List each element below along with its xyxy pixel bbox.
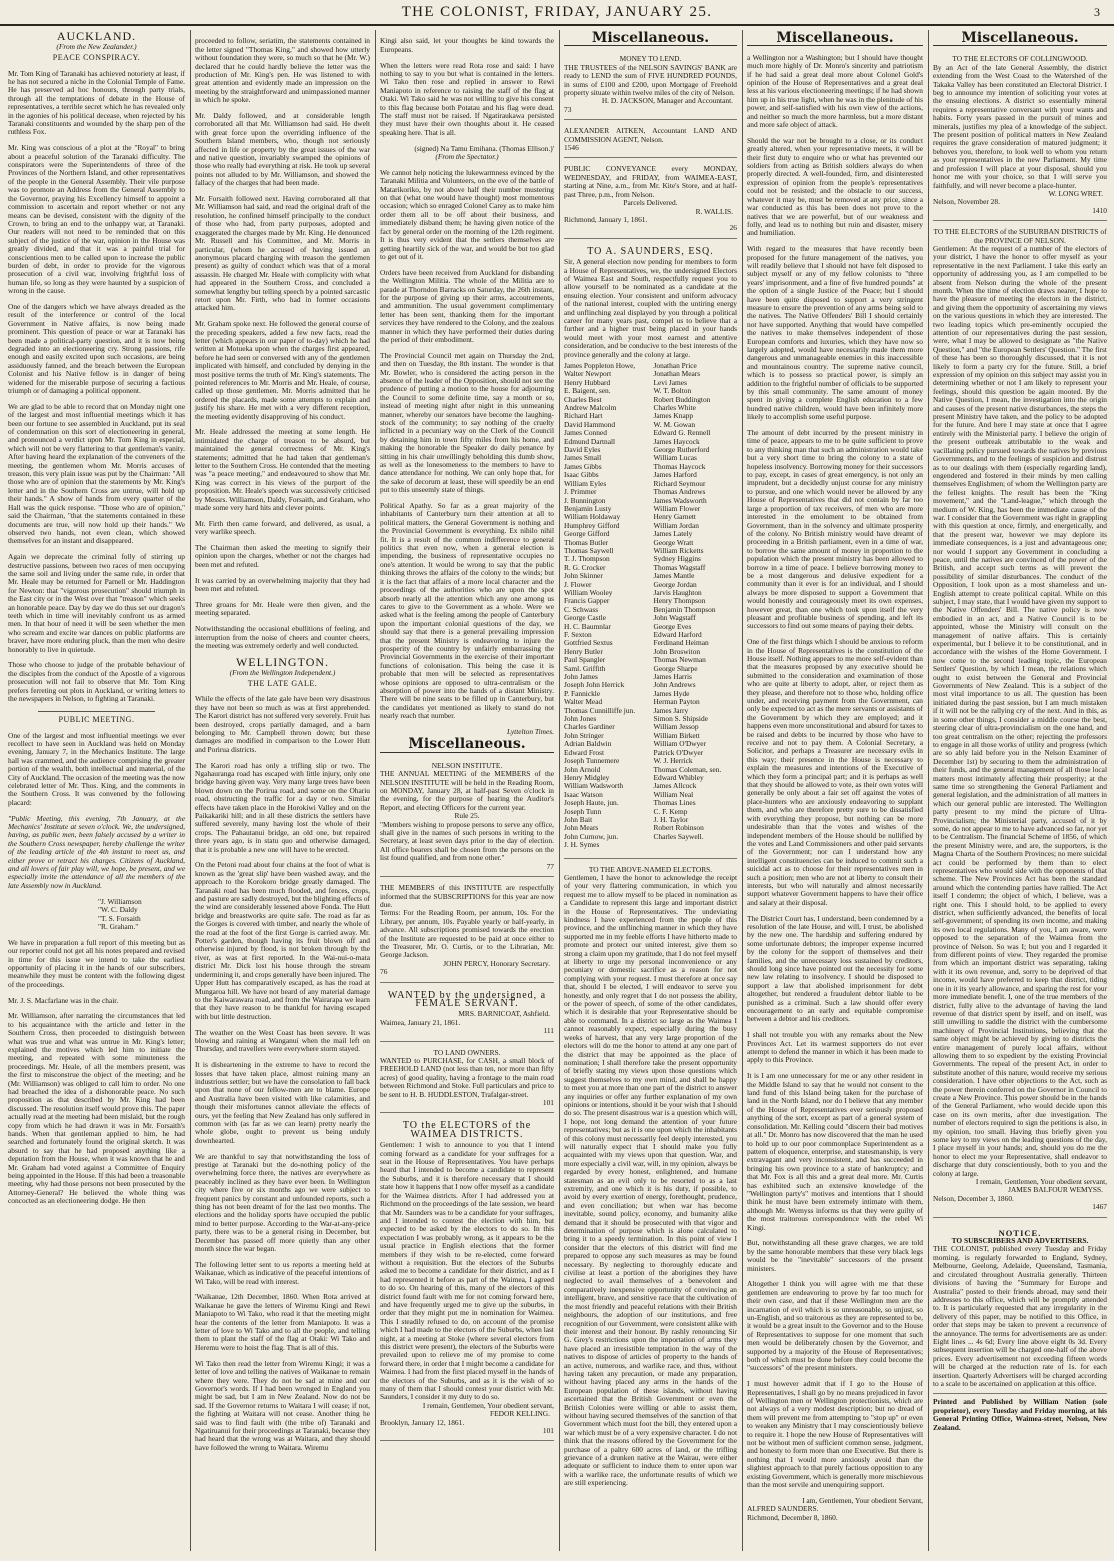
ad-body: THE ANNUAL MEETING of the MEMBERS of the NELSON INSTITUTE will be held in the Reading Room, on MONDAY, January 28, at half-past Seven o'clock in the evening, for the purpose of hearing the Auditor's Report, and electing Officers for the current year. bbox=[380, 769, 554, 812]
section-heading-miscellaneous: Miscellaneous. bbox=[564, 34, 737, 46]
ad-public-conveyance bbox=[564, 162, 737, 238]
signer-name: William Flower bbox=[653, 503, 701, 513]
signer-name: Thomas Haycock bbox=[653, 461, 706, 471]
paragraph: It is I am one unnecessary for me or any other resident in the Middle Island to say that he would not consent to the land fund of this Island being taken for the purchase of land in the North Island, nor do I believe that any member of the House of Representatives ever seriously proposed anything of the sort, except as part of a general system of consolidation. Mr. Kelling could "discern their bad motives at all." Dr. Monro has now discovered that the man he used to hold up to our poor commonplace Superintendent as a pattern of eloquence, enterprise, and statesmanship, is very extravagant and very inconsistent, and has succeeded in bringing his own province to a state of bankruptcy; and that Mr. Fox is all this and a great deal more. Mr. Curtis has exhibited such an extensive knowledge of the "Wellington party's" motives and intentions that I should think he must have been extremely intimate with them, although Mr. Wemyss informs us that they were guilty of the most traitorous correspondence with the rebel Wi Kingi. bbox=[747, 1071, 923, 1232]
section-heading-auckland: AUCKLAND. bbox=[56, 30, 137, 43]
ad-wanted-servant bbox=[380, 987, 554, 1042]
signer-name: Charles White bbox=[653, 403, 696, 413]
ad-reply-electors bbox=[564, 863, 737, 1493]
ad-place: Richmond, January 1, 1861. bbox=[564, 214, 648, 224]
signer-name: Thomas Saywell bbox=[564, 545, 614, 555]
signer-name: Andrew Malcolm bbox=[564, 403, 617, 413]
signer-name: Isaac Watson bbox=[564, 789, 603, 799]
ad-closing: I remain, Gentlemen, Your obedient servant, bbox=[975, 1177, 1107, 1187]
signer-name: Paul Spangler bbox=[564, 655, 606, 665]
signer-name: T. J. Thompson bbox=[564, 554, 610, 564]
signer: "R. Graham." bbox=[98, 921, 139, 931]
signer: "J. Williamson bbox=[98, 896, 142, 906]
ad-title: THE MEMBERS of this INSTITUTE are respectfully informed that the SUBSCRIPTIONS for this year are now due. bbox=[380, 883, 554, 909]
paragraph: One of the largest and most influential meetings we ever recollect to have seen in Auckland was held on Monday evening, January 7, in the Mechanics Institute. The large hall was crammed, and the audience comprising the greater portion of the wealth, both intellectual and material, of the City of Auckland. The occasion of the meeting was the now celebrated letter of Mr. Thos. King, and the comments in the Southern Cross. It was convened by the following placard: bbox=[8, 730, 185, 807]
signer-name: Benjamin Lusty bbox=[564, 503, 612, 513]
signer-name: William Wadsworth bbox=[564, 781, 624, 791]
notice-subtitle: TO SUBSCRIBERS AND ADVERTISERS. bbox=[951, 1236, 1089, 1246]
signer-name: Richard Seymour bbox=[653, 478, 706, 488]
section-heading-miscellaneous: Miscellaneous. bbox=[933, 34, 1107, 46]
paragraph: The amount of debt incurred by the present ministry in time of peace, appears to me to be quite sufficient to prove to any thinking man that such an administration would take but a very short time to bring the colony to a state of hopeless insolvency. Borrowing money for their successors to pay, except, in cases of great emergency, is not only an imprudent, but a decidedly unjust course for any ministry to pursue, and one which would never be allowed by any House of Representatives that did not contain by far too large a proportion of tax receivers, of men who are more interested in the emolument to be obtained from Government, than in the solvency and ultimate prosperity of the colony. No British ministry would have dreamt of proceeding in a British parliament, even in a time of war, to borrow the same amount of money in proportion to the population which the present ministry has been allowed to borrow in a time of peace. I believe borrowing money to be a most dangerous and delusive expedient for a community than it ever is for an individual, and I should always be more disposed to support a Government that would honestly and courageously meet its own expenses, however great, than one which took upon itself the very pleasant and profitable business of spending, and left its successors to find out some means of paying their debts. bbox=[747, 428, 923, 631]
signer-name: George Wratt bbox=[653, 537, 694, 547]
ad-number: 77 bbox=[546, 861, 554, 871]
signer-name: William O'Dwyer bbox=[653, 739, 707, 749]
signer-name: Levi James bbox=[653, 377, 687, 387]
ad-signature: JAMES BALFOUR WEMYSS. bbox=[1008, 1185, 1103, 1195]
paragraph: Mr. Tom King of Taranaki has achieved notoriety at least, if he has not secured a niche in the Colonial Temple of Fame. He has preserved ad hoc honours, through party trials, through all the temptations of debate in the House of representatives, a terrible secret which he has revealed only in the agonies of his political decease, when rejected by his Taranaki constituents and wounded by the sharp pen of the ruthless Fox. bbox=[8, 68, 185, 137]
signer-name: Henry Midgley bbox=[564, 772, 610, 782]
signer-name: John Jones bbox=[564, 714, 597, 724]
signer-name: John Stringer bbox=[564, 730, 604, 740]
paragraph: We cannot help noticing the lukewarmness evinced by the Taranaki Militia and Volunteers, on the eve of the battle of Matarikoriko, by not above half their number mustering on that (what one would have thought) most momentous occasion; which so enraged Colonel Carey as to make him order them all to be off about their business, and immediately disband them; he having given notice of the fact by general order on the morning of the 12th regiment. It is thus very evident that the settlers themselves are getting heartily sick of the war, and would be but too glad to get out of it. bbox=[380, 167, 554, 261]
notice-box bbox=[933, 1222, 1107, 1395]
signer-name: James Conned bbox=[564, 428, 607, 438]
signer-name: J. Primmer bbox=[564, 487, 597, 497]
signer-name: George Castle bbox=[564, 613, 606, 623]
signer-name: Gottfried Sextus bbox=[564, 638, 613, 648]
signer-name: W. J. Herrick bbox=[653, 756, 693, 766]
paragraph: Kingi also said, let your thoughts be kind towards the Europeans. bbox=[380, 36, 554, 54]
ad-body: THE TRUSTEES of the NELSON SAVINGS' BANK are ready to LEND the sum of FIVE HUNDRED POUNDS, in sums of £100 and £200, upon Mortgage of Freehold property situate within twelve miles of the city of Nelson. bbox=[564, 62, 737, 98]
ad-waimea-electors bbox=[380, 1117, 554, 1441]
paragraph: Altogether I think you will agree with me that these gentlemen are endeavoring to prove by far too much for their own case, and that if these Wellington men are the incarnation of evil which is so unreasonable, so unjust, so un-English, and so traitorous as they are represented to be, it would be a great insult to the Governor and to the House of Representatives to suppose for one moment that such men would be deliberately chosen by the Governor, and supported by a majority of the House of Representatives; both of which must be done before they could become the "successors" of the present ministers. bbox=[747, 1279, 923, 1373]
paragraph: a Wellington nor a Washington; but I should have thought much more highly of Dr. Monro's sincerity and patriotism if he had said a great deal more about Colonel Gold's opinion of the House of Representatives and a great deal less at his various electioneering meetings; if he had shown him up in his true light, when he was in the plenitude of his power, and self-satisfied with his own view of the actions, and neither so much the more harmless, but a more distant and more safe object of attack. bbox=[747, 52, 923, 130]
signer-name: Thomas Wagstaff bbox=[653, 562, 706, 572]
ad-body: By an Act of the late General Assembly, the district extending from the West Coast to the Watershed of the Takaka Valley has been constituted an Electoral District. I beg to announce my intention of soliciting your votes at the ensuing elections. A district so essentially mineral requires a representative conversant with your wants and habits. Forty years passed in the pursuit of mines and minerals, justifies my plea of a knowledge of the subject. The present position of political matters in New Zealand requires the grave consideration of matured judgment; it behoves you, therefore, to look well to whom you return as your representatives in the new Parliament. My time and profession I will place at your disposal, should you honor me with your choice, so that I will serve you faithfully, and will never become a place-hunter. bbox=[933, 62, 1107, 190]
source-line: (From the Wellington Independent.) bbox=[229, 668, 336, 678]
paragraph: proceeded to follow, seriatim, the statements contained in the letter signed "Thomas King," and showed how utterly without foundation they were, so much so that he (Mr. W.) declared that he could hardly believe the letter was the production of Mr. King's pen. He was listened to with great attention and evidently made an impression on the meeting by the straightforward and unimpassioned manner in which he spoke. bbox=[195, 36, 370, 105]
signer-name: William Holdaway bbox=[564, 512, 621, 522]
ad-body: Gentlemen: At the request of a number of the electors of your district, I have the honor to offer myself as your representative in the next Parliament. I take this early an opportunity of addressing you, as I am compelled to be absent from Nelson during the whole of the present month. When the time of election draws nearer, I hope to have the pleasure of meeting the electors in the district, and giving them the opportunity of ascertaining my views on the various questions in which they are interested. The two leading topics which pre-eminently occupied the attention of our representatives during the past session, were, what I may be allowed to designate as "the Native Question," and "the European Settlers' Question." The first of these has been so thoroughly discussed, that it is not likely to form a party cry for the future. Still, a brief expression of my opinion on this subject may assist you in determining whether or not I am likely to represent your feelings, should this question be again mooted. By the Native Question, I mean, the investigation into the origin and causes of the present native disturbances, the steps the present Ministry have taken, and the policy to be adopted for the future. And here I may state at once that I agree entirely with the Ministerial party. I believe the origin of the present outbreak attributable to the weak and vacillating policy pursued towards the natives by previous Governments, and to the feelings of suspicion and distrust as to our dealings with them (especially regarding land), engendered and fostered in their minds by men calling themselves Englishmen; of whom the Wellington party are the fellest knights. The result has been the "King movement," and the "Land-league," which through the medium of W. King, has been the immediate cause of the war. I consider that the Government was right in grappling with this question at once, firmly, and energetically, and that the present war, however we may deplore its immediate consequences, is a just and advantageous one; nor would I support any Government in concluding a peace, until the natives are convinced of the power of the British, and accept such terms as will prevent the possibility of similar disturbances. The conduct of the Opposition, I look upon as a most shameless and un-English attempt to create political capital. While on this subject, I may state, that I would have given my support to the Native Offenders' Bill. The native policy is now embodied in an act, and a Native Council is to be appointed, whose the Ministry will consult on the management of native affairs. This is certainly experimental, but I believe it to be constitutional, and in accordance with the wishes of the Home Government. I now come to the second leading topic, the European Settlers' Question, by which I mean, the relations which ought to exist between the General and Provincial Governments of New Zealand. This is a subject of the most vital importance to us all. The question has been initiated during the past session, but I am much mistaken if it will not be the rallying cry of the next. And in this, as in some other things, I consider a middle course the best, steering clear of ultra-provincialism on the one hand, and too great centralism on the other; rejecting the professors to engage in all those works of utility and progress (which are so ably laid before you in the Nelson Examiner of December 1st) by securing to them the administration of their funds, and the general management of all those local matters most intimately affecting their prosperity; at the same time so strengthening the General Parliament and general legislation, and the administration of all matters in which our general public are interested. The Wellington party present to my mind the picture of Ultra-Provincialism; the Ministerial party, accused of it by some, do not appear to me to have advanced so far, nor yet to be Centralism. The financial Scheme of 1856, of which the present Ministry were, and are, the supporters, is the Magna Charta of the Southern Provinces; no mere suicidal act could be performed by them than to elect representatives who would side with the opponents of that scheme. The New Provinces Act has been the standard around which the contending parties have rallied. The Act itself I condemn; the object of which, I believe, was a right one. This I should hold, to be applied to every district, when sufficiently advanced, the benefits of local self-government; of spending its own income, and making its own local regulations. Many of you, I am aware, were opposed to the separation of the Waimea from the province of Nelson. So was I; but you and I regarded it from different points of view. They regarded the promise from which an important district was separating, taking with it its own revenue, and, sorry to be deprived of that income, would have preferred to keep that district, tiding one in it its yearly allowance, and sparing the rest for your more immediate benefit. I, one of the true members of the district, fully alive to the advantage of having the land revenue of that district spent by itself, and on itself, was still unwilling to saddle the district with the cumbersome machinery of Provincial Institutions, believing that the same object might be achieved by giving to districts the entire management of purely local affairs, without allowing them to so expedient by the existing Provincial Governments. The repeal of the present Act, in order to substitute another of this nature, would receive my serious consideration. I have other objections to the Act, such as the power therein conferred on the Governor in Council to create a New Province. This power should be in the hands of the General Parliament, who would decide upon this case on its own merits, after due investigation. The number of electors required to sign the petitions is also, in my opinion, too small. Having thus briefly given you some key to my views on the leading questions of the day, I place myself in your hands; and, should you do me the honor to elect me your Representative, shall endeavor to discharge that duty conscientiously, both to you and the colony at large. bbox=[933, 243, 1107, 1178]
ad-quote: "Members wishing to propose persons to serve any office, shall give in the names of such persons in writing to the Secretary, at least seven days prior to the day of election. All office bearers shall be chosen from the persons on the list found qualified, and from none other." bbox=[380, 819, 554, 863]
paragraph: I must however admit that if I go to the House of Representatives, I shall go by no means prejudiced in favor of Wellington men or Wellington protectionists, which are not always of a very modest description; but no dread of them will prevent me from attempting to "stop up" or even to weaken any Ministry that I may conscientiously believe to require it. I hope the new House of Representatives will not be without men of sufficient common sense, judgment, and honesty to form more than one Executive. But there is nothing that I would more anxiously avoid than the slightest approach to that purely factious opposition to any existing Government, which is generally more mischievous than the most servile and unenquiring support. bbox=[747, 1379, 923, 1490]
article-heading: PEACE CONSPIRACY. bbox=[52, 52, 141, 62]
section-heading-miscellaneous: Miscellaneous. bbox=[747, 34, 923, 46]
paragraph: Political Apathy. So far as a great majority of the inhabitants of Canterbury turn their attention at all to political matters, the General Government is nothing and the Provincial Government is everything. Ex nihilo nihil fit. It is a result of the common indifference to general politics that even now, when a general election is impending, the business of representative occupies no one's attention. It would be wrong to say that the public thinking throws the affairs of the colony to the winds; but it is the fact that affairs of a more local character and the proceedings of the authorities who are upon the spot absorb nearly all the attention which any one among us cares to give to the Government as a whole. Were we asked what is the feeling among the people of Canterbury upon the important colonial questions of the day, we should say that there is a general prevailing impression that the present Ministry is endeavoring to injure the prosperity of the country by unfairly embarrassing the Provincial Governments in the exercise of their important functions of colonisation. This being the case it is probable that men will be selected as representatives whose opinions are opposed to ultra-centralism or the absorption of power into the hands of a distant Ministry. There will be nine seats to be filled up in Canterbury, but the candidates yet mentioned as likely to stand do not nearly reach that number. bbox=[380, 501, 554, 721]
ad-body: Gentlemen, I have the honor to acknowledge the receipt of your very flattering communication, in which you request me to allow myself to be placed in nomination as a Candidate to represent this large and important district in the House of Representatives. The undeviating kindness I have experienced from the people of this province, and the unflinching manner in which they have supported me in my feeble efforts I have hitherto made to promote and protect our united interest, give them so strong a claim upon my gratitude, that I do not feel myself at liberty to urge my personal inconvenience or any pecuniary or domestic sacrifice as a reason for not complying with your request. I must therefore at once say that, should I be elected, I will endeavor to serve you honestly, and only regret that I do not possess the ability, or the power of speech, of some of the other candidates, which it is desirable that your Representative should be able to command. In a district so large as the Waimea I cannot reasonably expect, especially during the busy weeks of harvest, that any very large proportion of the electors will do me the honor to attend at any one part of the district that may be appointed as the place of nomination; I shall therefore take the present opportunity of briefly stating my views upon those questions which suggest themselves to my own mind, and shall be happy to meet you at more than one part of the district to answer any inquiries or offer any further explanation of my own opinions or intentions, should it be your wish that I should do so. The present disastrous war is a question which will, I hope, not long demand the attention of your future representatives; but as it is one upon which the inhabitants of this colony must necessarily feel deeply interested, you will naturally expect that I should make you fully acquainted with my views upon that question. War, and more especially a civil war, will, in my opinion, always be regarded by every honest, enlightened, and humane statesman as an evil only to be resorted to as a last extremity, and one which it is his duty, if possible, to avoid by every exertion of energy, forethought, prudence, and even conciliation; but when war has become inevitable, sound policy, economy, and humanity alike demand that it should be prosecuted with that vigor and determination of purpose which is alone calculated to bring it to a speedy termination. In this point of view I consider that the electors of this district will find me prepared to oppose any such measures as may be found necessary. By neglecting to thoroughly educate and civilise at least a portion of the aborigines they have neglected to avail themselves of a benevolent and comparatively inexpensive opportunity of convincing an intelligent, brave, and sensitive race that the cultivation of the most friendly and peaceful relations with their British neighbours, the adoption of our institutions, and free recognition of our Government, were consistent alike with their interest and their honour. By rashly renouncing Sir G. Grey's restrictions upon the importation of arms they have placed an irresistible temptation in the way of the natives to dispose of articles of property to the hands of an active, numerous, and warlike race, and thus, without having taken any precaution, or made any preparation, without having placed any arms in the hands of the European population of these islands, without having ascertained that the British Government or even the British Colonies were willing or able to assist them, without having secured themselves of the sanction of that Government which must foot the bill, they entered upon a war which must be of a very expensive character. I do not think that the reasons offered by the Government for the purchase of a paltry 600 acres of land, or the trifling grievance of a drunken native at the Wairau, were either adequate or sufficient to induce them to enter upon war with a warlike race, the unfortunate results of which we are still experiencing. bbox=[564, 872, 737, 1488]
paragraph: The Karori road has only a trifling slip or two. The Ngahauranga road has escaped with little injury, only one bridge having given way. Very many large trees have been blown down on the Porirua road, and some on the Ohariu road, obstructing the traffic for a day or two. Similar effects have taken place in the Horokiwi Valley and on the Paikakariki hill; and in all these districts the settlers have suffered severely, many having lost the whole of their crops. The Pahautanui bridge, an old one, but repaired three years ago, is in statu quo and otherwise damaged, that it is probable a new one will have to be erected. bbox=[195, 760, 370, 854]
signer-name: Charles Saywell. bbox=[653, 831, 704, 841]
signer-name: Thomas Andrews bbox=[653, 487, 706, 497]
signer-name: Henry Hubbard bbox=[564, 377, 611, 387]
paragraph: It is disheartening in the extreme to have to record the losses that have taken place, almost ruining many an industrious settler; but we have the consolation to fall back upon that none of our fellow-men are to blame. Europe and Australia have been visited with like calamities, and though their misfortunes cannot alleviate the effects of ours, yet the feeling that New Zealand has only suffered in common with (as far as we can learn) pretty nearly the whole globe, ought to prevent us being unduly downhearted. bbox=[195, 1060, 370, 1145]
page-title: THE COLONIST, FRIDAY, JANUARY 25. bbox=[401, 4, 713, 20]
source-line: (From the Spectator.) bbox=[435, 152, 499, 162]
signer-name: William Ricketts bbox=[653, 545, 704, 555]
signer-name: J. Flower bbox=[564, 579, 592, 589]
ad-number: 1467 bbox=[1092, 1202, 1107, 1212]
ad-signature: H. D. JACKSON, Manager and Accountant. bbox=[601, 96, 733, 106]
signer-name: Edward Harford bbox=[653, 630, 702, 639]
signer-name: Joseph Tunnemere bbox=[564, 756, 620, 766]
column-3 bbox=[376, 30, 558, 1551]
ad-title: NELSON INSTITUTE. bbox=[431, 760, 503, 770]
signer-name: E. Baigent, sen. bbox=[564, 386, 611, 396]
paragraph: But, notwithstanding all these grave charges, we are told by the same honorable members that these very black legs would be the "inevitable" successors of the present ministers. bbox=[747, 1238, 923, 1273]
ad-body: PUBLIC CONVEYANCE every MONDAY, WEDNESDAY, and FRIDAY, from WAIMEA-EAST, starting at Nine, a.m., from Mr. Kite's Store, and at half-past Three, p.m., from Nelson. bbox=[564, 164, 737, 199]
signer-name: James Small bbox=[564, 453, 602, 463]
letter-closing: I am, Gentlemen, Your obedient Servant, bbox=[802, 1495, 923, 1505]
paragraph: The District Court has, I understand, been condemned by a resolution of the late House, and will, I trust, be abolished by the new one. The hardship and suffering endured by some unfortunate debtors; the improper expense incurred by the colony for the support of themselves and their families, and the unnecessary loss sustained by creditors, should long since have pointed out the necessity for some new law relating to insolvency. I should be disposed to support a law that abolished imprisonment for debt altogether, but rendered a fraudulent debtor liable to be punished as a criminal. Such a law should offer every encouragement to an early and equitable compromise between a debtor and his creditors. bbox=[747, 913, 923, 1024]
signer-name: James Mantle bbox=[653, 571, 695, 581]
signer-name: Humphrey Gifford bbox=[564, 520, 620, 530]
paragraph: We are thankful to say that notwithstanding the loss of prestige at Taranaki but the do-nothing policy of the overwhelming force there, the natives are everywhere as peaceably inclined as they have ever been. In Wellington city where five or six months ago we were subject to frequent panics by constant and unfounded reports, such a thing has not been dreamt of for the last two months. The elections and the holiday sports have occupied the public mind to better purpose. According to the War-at-any-price party, there was to be a general rising in December, but December has passed off more quietly than any other month since the war began. bbox=[195, 1151, 370, 1254]
paragraph: Mr. Firth then came forward, and delivered, as usual, a very warlike speech. bbox=[195, 518, 370, 537]
letter-signature: ALFRED SAUNDERS. bbox=[747, 1504, 819, 1514]
letter-text: 'Waikanae, 12th December, 1860. When Rota arrived at Waikanae he gave the letters of Wiremu Kingi and Rewi Maniapoto to Wi Tako, who read it that the meeting might hear the contents of the letter from Maniapoto. It was a letter of love to Wi Tako and to all the people, and telling them to plant the staff of the flag at Otaki: Wi Tako and Heremu were to hoist the flag. That is all of this. bbox=[195, 1292, 370, 1352]
paragraph: On the Petoni road about four chains at the foot of what is known as the 'great slip' have been washed away, and the approach to the Korokoro bridge greatly damaged. The Taranaki road has been much flooded, and fences, crops, and pasture are sadly destroyed, but the blighting effects of the wind are considerably lessened above Fonda. The Hutt bridge and breastworks are quite safe. The road as far as the Gorges is covered with timber, and nearly the whole of the road at the foot of the first Gorge is carried away. Mr. Potter's garden, though having its fruit blown off and otherwise injured by flood, is not broken through by the river, as was at first reported. In the Wai-nui-o-mata district Mr. Dick lost his house through the stream undermining it, and crops generally have been injured. The Upper Hutt has comparatively escaped, as has the road at Mungaroa hill. We have not heard of any material damage to the Kaiwarawara road, and from the Wairarapa we learn that they have reason to be thankful for having escaped with but little destruction. bbox=[195, 860, 370, 1021]
notice-title: NOTICE. bbox=[998, 1227, 1042, 1238]
ad-number: 101 bbox=[542, 1098, 554, 1108]
ad-body: WANTED to PURCHASE, for CASH, a small block of FREEHOLD LAND (not less than ten, nor more than fifty acres) of good quality, having a frontage to the main road between Richmond and Stoke. Full particulars and price to be sent to H. B. HUDDLESTON, Trafalgar-street. bbox=[380, 1056, 554, 1099]
masthead bbox=[0, 0, 1114, 26]
signer-name: W. T. Bolton bbox=[653, 386, 692, 396]
paragraph: It was carried by an overwhelming majority that they had been met and refuted. bbox=[195, 575, 370, 594]
signer-name: George Sharpe bbox=[653, 663, 698, 673]
source-line: (From the New Zealander.) bbox=[56, 42, 137, 52]
signer-name: William Lucas bbox=[653, 453, 697, 463]
column-2 bbox=[191, 30, 374, 1551]
signer-name: Edward Whibley bbox=[653, 772, 704, 782]
paragraph: The Chairman then asked the meeting to signify their opinion upon the charges, whether or not the charges had been met and refuted. bbox=[195, 543, 370, 569]
letter-text: Wi Tako then read the letter from Wiremu Kingi; it was a letter of love and telling the natives of Waikanae to remain where they were. They do not be sad at mine and our Governor's words. If I had been wronged in England you might be sad, but I am in New Zealand. Now do not be sad. If the Governor returns to Waitara I will cease; if not, the fighting at Waitara will not cease. Another thing he said was to find fault with (the tribe of) Taranaki and Ngatiruanui for their proceedings at Taranaki, because they had heard that the wrong was at Waitara, and they should have followed the wrong to Waitara. Wiremu bbox=[195, 1358, 371, 1452]
paragraph: One of the dangers which we have always dreaded as the result of the interference or control of the local Government in Native affairs, is now being made prominent. This question of peace or war at Taranaki has been made a political-party question, and it is now being degraded into an electioneering cry. Strong passions, rife enough and easily excited upon such occasions, are being assiduously fanned, and the breach between the European Colonist and his Native fellow is in danger of being widened for the miserable purpose of securing a factious triumph or of damaging a political opponent. bbox=[8, 301, 185, 396]
paragraph: The weather on the West Coast has been severe. It was blowing and raining at Wanganui when the mail left on Thursday, and travellers were everywhere storm stayed. bbox=[195, 1027, 370, 1054]
signer-name: Simon S. Shipside bbox=[653, 714, 708, 724]
signer-name: P. Fannickle bbox=[564, 688, 601, 698]
signer-name: Joseph Haute, jun. bbox=[564, 798, 619, 808]
signer-name: James Lately bbox=[653, 529, 693, 539]
signer-name: William Eyles bbox=[564, 478, 607, 488]
paragraph: Mr. J. S. Macfarlane was in the chair. bbox=[8, 995, 119, 1005]
ad-title: TO LAND OWNERS. bbox=[433, 1047, 501, 1057]
ad-rule-label: Rule 25. bbox=[454, 811, 480, 821]
column-4 bbox=[560, 30, 741, 1551]
signer-name: C. Schwass bbox=[564, 604, 599, 614]
signer-name: R. G. Crocker bbox=[564, 562, 606, 572]
column-6 bbox=[929, 30, 1111, 1551]
signer-name: H. C. Baumnlar bbox=[564, 621, 611, 631]
signer-list bbox=[8, 898, 185, 932]
signer-name: John James bbox=[564, 672, 598, 682]
signer-name: William Birkett bbox=[653, 730, 700, 740]
signer-name: John Andrews bbox=[653, 680, 696, 690]
signer-name: James Wadsworth bbox=[653, 495, 707, 505]
letter-signature: (signed) Na Tamu Emihana. (Thomas Ellison.)' bbox=[414, 143, 554, 153]
signer-name: James Knapp bbox=[653, 411, 694, 421]
signer-name: Herman Payton bbox=[653, 697, 700, 707]
ad-aitken bbox=[564, 124, 737, 158]
signer-name: James Poppleton Howe, bbox=[564, 361, 636, 370]
signer-name: Joseph John Herrick bbox=[564, 680, 625, 690]
paragraph: Notwithstanding the occasional ebullitions of feeling, and interruption from the noise of cheers and counter cheers, the meeting was extremely orderly and well conducted. bbox=[195, 624, 370, 650]
signer-name: Walter Newport bbox=[564, 369, 612, 379]
signer-name: James Harris bbox=[653, 672, 692, 682]
signer-name: Saml. Griffith bbox=[564, 663, 606, 673]
signer-name: Thomas Coleman, sen. bbox=[653, 764, 722, 774]
signer-name: John Broswiton bbox=[653, 646, 701, 656]
signer-name: John Mears bbox=[564, 823, 599, 833]
ad-signature: R. WALLIS. bbox=[695, 206, 733, 216]
ad-suburban-electors bbox=[933, 225, 1107, 1218]
ad-title: TO THE ABOVE-NAMED ELECTORS. bbox=[588, 864, 713, 874]
signer-name: Robert Buddington bbox=[653, 394, 711, 404]
signer-name: Henry Thompson bbox=[653, 596, 706, 606]
signer-name: Sydney Higgins bbox=[653, 554, 701, 564]
signer-name: Henry Garnett bbox=[653, 512, 696, 522]
ad-place: Nelson, December 3, 1860. bbox=[933, 1193, 1014, 1203]
ad-title: TO A. SAUNDERS, ESQ. bbox=[587, 245, 714, 257]
paragraph: While the effects of the late gale have been very disastrous they have not been so much as was at first apprehended. The Karori district has not suffered very severely. Fruit has been destroyed, crops partially damaged, and a barn belonging to Mr. Campbell thrown down; but these damages are modified in comparison to the Lower Hutt and Porirua districts. bbox=[195, 694, 370, 754]
signer-name: Patrick O'Dwyer bbox=[653, 747, 704, 757]
ad-number: 26 bbox=[729, 223, 737, 233]
signer-name: Jonathan Mears bbox=[653, 369, 701, 379]
ad-number: 101 bbox=[542, 1426, 554, 1436]
ad-title: TO the ELECTORS of the WAIMEA DISTRICTS. bbox=[402, 1120, 532, 1140]
signer-name: J. Bunnington bbox=[564, 495, 606, 505]
ad-title: TO THE ELECTORS of the SUBURBAN DISTRICTS of the PROVINCE OF NELSON. bbox=[933, 227, 1107, 245]
signer-name: Thomas Newman bbox=[653, 655, 706, 665]
ad-body: ALEXANDER AITKEN, Accountant LAND AND COMMISSION AGENT, Nelson. bbox=[564, 126, 737, 144]
signer-name: Ferdinand Heiman bbox=[653, 638, 709, 648]
paragraph: Mr. Forsaith followed next. Having corroborated all that Mr. Williamson had said, and read the original draft of the resolution, he confined himself principally to the conduct of those who had, from party purposes, adopted and exaggerated the charges made by Mr. King. He denounced Mr. Russell and his Committee, and Mr. Morris in particular, (whom he accused of having issued an anonymous placard charging with treason the gentlemen present) as guilty of conduct which was that of a moral assassin. He charged Mr. Heale with complicity with what had appeared in the Southern Cross, and concluded a somewhat lengthy but telling speech by a pointed sarcastic retort upon Mr. Firth, who had in former occasions attacked him. bbox=[195, 194, 370, 313]
column-1 bbox=[4, 30, 189, 1551]
printer-imprint: Printed and Published by William Nation (sole proprietor), every Tuesday and Friday morning, at his General Printing Office, Waimea-street, Nelson, New Zealand. bbox=[933, 1397, 1107, 1432]
signer-name: Jonathan Price bbox=[653, 361, 697, 370]
placard-quote: "Public Meeting, this evening, 7th January, at the Mechanics' Institute at seven o'clock. We, the undersigned, having, as public men, been falsely accused by a writer in the Southern Cross newspaper, hereby challenge the writer of the leading article of the 4th instant to meet us, and either prove or retract his charges. Citizens of Auckland, and all lovers of fair play will, we hope, be present, and we especially invite the attendance of all the members of the late Assembly now in Auckland. bbox=[8, 813, 185, 890]
ad-number: 73 bbox=[564, 104, 572, 114]
signer-name: W. M. Gowan bbox=[653, 419, 696, 429]
article-heading: PUBLIC MEETING. bbox=[58, 714, 135, 724]
signer-name: William Jordan bbox=[653, 520, 699, 530]
ad-title: MONEY TO LEND. bbox=[619, 54, 682, 64]
signer-name: Edward G. Rennell bbox=[653, 428, 711, 438]
ad-land-owners bbox=[380, 1046, 554, 1114]
paragraph: When the letters were read Rota rose and said: I have nothing to say to you but what is contained in the letters. Wi Tako then rose and replied in answer to Rewi Maniapoto in reference to raising the staff of the flag at Otaki. Wi Tako said he was not willing to give his consent to this flag because both Potatau and his flag were dead. The staff must not be raised. If Ngatiraukawa persisted they must have their own thoughts about it. He ceased speaking here. That is all. bbox=[380, 60, 554, 137]
signer-name: James Harford bbox=[653, 470, 697, 480]
paragraph: Should the war not be brought to a close, or its conduct greatly altered, when your representative meets, it will be their first duty to enquire who or what has prevented our soldiers from acting as British soldiers always do when properly directed. A well-founded, firm, and disinterested expression of opinion from the people's representatives could not be resisted; and the obstacle to our success, whatever it may be, must be removed at any price, since a war conducted as this has been does not prove to the natives that we are powerful, but of our weakness and folly, and lead us to nothing but ruin and disaster, misery and humiliation. bbox=[747, 135, 923, 238]
signer-name: William Jessop bbox=[653, 722, 699, 732]
column-5 bbox=[743, 30, 927, 1551]
signer: "T. S. Forsaith bbox=[98, 913, 141, 923]
ad-nelson-institute bbox=[380, 759, 554, 877]
signer-name: James Allcock bbox=[653, 781, 697, 791]
paragraph: The following letter sent to us reports a meeting held at Waikanae, which as indicative of the peaceful intentions of Wi Tako, will be read with interest. bbox=[195, 1259, 370, 1286]
signer-name: Adrian Baldwin bbox=[564, 739, 612, 749]
paragraph: The Provincial Council met again on Thursday the 2nd, and then on Tuesday, the 8th instant. The wonder is that Mr. Bowler, who is considered the acting person in the absence of the leader of the Opposition, should not see the prudence of putting a motion to the house for adjourning the Council to some definite time, say a month or so, instead of meeting night after night in this unmeaning manner, whereby our senators have become the laughing-stock of the community; to say nothing of the cruelty inflicted in a pecuniary way on the Clerk of the Council by detaining him in town fifty miles from his home, and making the honorable the Speaker do daily penance by sitting in his chair unwillingly beholding this dumb show, as well as the lonesomeness to the members to have to dance attendance for nothing. We can only hope that, for the sake of decorum at least, these will speedily be an end put to this unseemly state of things. bbox=[380, 350, 554, 495]
signer-name: Jarvis Haughton bbox=[653, 587, 702, 597]
signer-name: Joseph Tunn bbox=[564, 806, 602, 816]
ad-title: TO THE ELECTORS OF COLLINGWOOD. bbox=[952, 54, 1088, 64]
signer-name: George Rutherford bbox=[653, 445, 710, 455]
ad-number: 1410 bbox=[1092, 205, 1107, 215]
ad-body: Gentlemen: I wish to announce to you that I intend coming forward as a candidate for your suffrages for a seat in the House of Representatives. You have perhaps heard that I intended to become a candidate to represent the Suburbs, and it is therefore necessary that I should state how it happens that I now offer myself as a candidate for the Waimea districts. After I had addressed you at Richmond on the proceedings of the late session, we heard that Mr. Saunders was to be a candidate for your suffrages, and I intended to contest the election with him, but expected to be asked by the electors to do so. In this expectation I was probably wrong, as it appears to be the usual practice in English elections that the former members if they wish to be re-elected, come forward without a requisition. But the electors of the Suburbs asked me to become a candidate for their district, and as I had represented it before as part of the Waimea, I agreed to do so. On hearing of this, many of the electors of this district found fault with me for not coming forward here, and have frequently urged me to give up the suburbs, in order that they might put me in nomination for Waimea. This I steadily refused to do, on account of the promise which I had made to the electors of the Suburbs, when last night, at a meeting at Stoke (where several electors from this district were present), the electors of the Suburbs were prevailed upon to relieve me of my promise to come forward there, in order that I might become a candidate for Waimea. I had from the first placed myself in the hands of the electors of the Suburbs, and as it is the wish of so many of them that I should contest your district with Mr. Saunders, I consider it my duty to do so. bbox=[380, 1140, 554, 1402]
signer-name: John Arnold bbox=[564, 764, 601, 774]
signer-name: George Eves bbox=[653, 621, 692, 631]
section-heading-miscellaneous: Miscellaneous. bbox=[380, 740, 554, 752]
signer-name: C. F. Kemp bbox=[653, 806, 688, 816]
signer-name: William Wooley bbox=[564, 587, 613, 597]
ad-body: Sir, A general election now pending for members to form a House of Representatives, we, the undersigned Electors of Waimea East and South, respectfully request you to allow yourself to be nominated as a candidate at the ensuing election. Your consistent and uniform advocacy of the national interest, coupled with the untiring energy and unflinching zeal displayed by you through a political career for many years past, compel us to believe that a further and a higher trust being placed in your hands would meet with your most earnest and attentive consideration, and be conducive to the best interests of the province generally and the colony at large. bbox=[564, 257, 737, 359]
signer-name: George Jordan bbox=[653, 579, 697, 589]
signer-name: George Gifford bbox=[564, 529, 610, 539]
ad-signature: W. LONG WRET. bbox=[1048, 188, 1103, 198]
ad-place: Brooklyn, January 12, 1861. bbox=[380, 1417, 465, 1427]
paragraph: Mr. Williamson, after narrating the circumstances that led to his acquaintance with the article and letter in the Southern Cross, then proceeded to distinguish between what was true and what was untrue in Mr. King's letter; explained the motives which led him to initiate the meeting, and repeated with some minuteness the proceedings. Mr. Heale, of all the members present, was the first to misconstrue the object of the meeting; and he (Mr. Williamson) was obliged to call him to order. No one had breached the idea of a dishonorable peace. No such proposition as that described by Mr. King had been discussed. The resolution itself would prove this. The paper actually read at the meeting had been mislaid, but the rough copy from which he had drawn it was in Mr. Forsaith's hands. When that gentleman applied to him, he had searched and fortunately found the original sketch. It was absurd to say that he had proposed anything like a deputation from the House, when it was known that he and Mr. Graham had voted against a Committee of Enquiry being appointed in the House. If this had been a treasonable meeting, why had those persons not been prosecuted by the Attorney-General? He believed the whole thing was concocted as an electioneering dodge. He then bbox=[8, 1011, 185, 1206]
signer-name: J. H. Symes bbox=[564, 840, 600, 850]
signer-name: John Bait bbox=[564, 814, 593, 824]
signer-name: James Haycock bbox=[653, 436, 700, 446]
paragraph: We have in preparation a full report of this meeting but as our reporter could not get all his notes prepared and revised in time for this issue we intend to take the earliest opportunity of placing it in the hands of our subscribers, meanwhile they must be content with the following digest of the proceedings. bbox=[8, 937, 185, 989]
ad-signature: JOHN PERCY, Honorary Secretary. bbox=[443, 958, 550, 968]
ad-number: 76 bbox=[380, 967, 388, 977]
signer-name: Charles Best bbox=[564, 394, 602, 404]
paragraph: Mr. Heale addressed the meeting at some length. He intimidated the charge of treason to be absurd, but maintained the general correctness of Mr. King's statements; admitted that he had taken that gentleman's letter to the Southern Cross. He contended that the meeting was "a peace meeting," and endeavoured to show that Mr. King was correct in his views of the purport of the proposition. Mr. Heale's speech was successively criticised by Messrs. Williamson, Daldy, Forsaith, and Graham, who made some very hard hits and clever points. bbox=[195, 427, 370, 513]
ad-signature: FEDOR KELLING. bbox=[490, 1409, 550, 1419]
signer-name: Thomas Lines bbox=[653, 798, 696, 808]
signer-name: Isaac Gibbs bbox=[564, 470, 599, 480]
signer-name: Richard Hart bbox=[564, 411, 603, 421]
signer-columns bbox=[564, 362, 737, 850]
ad-body: Terms: For the Reading Room, per annum, 10s. For the Library, per annum, 10s. Payable yearly or half-yearly, in advance. All subscriptions promised towards the erection of the Institute are requested to be paid at once either to the Treasurer, Mr. O. Curtis, or to the Librarian, Mr. George Jackson. bbox=[380, 908, 554, 960]
source-credit: Lyttelton Times. bbox=[507, 727, 554, 736]
ad-signature: MRS. BARNICOAT, Ashfield. bbox=[458, 1009, 550, 1019]
signer-name: J. H. Taylor bbox=[653, 814, 689, 824]
ad-title: WANTED by the undersigned, a FEMALE SERVANT. bbox=[387, 989, 547, 1009]
ad-collingwood-electors bbox=[933, 52, 1107, 221]
paragraph: Mr. Daldy followed, and at considerable length corroborated all that Mr. Williamson had said. He dwelt with great force upon the overriding influence of the Southern Island members, who, though not seriously affected in life or property by the great issues of the war and native question, invariably swamped the opinions of those who really had everything at risk. He took up several points not alluded to by Mr. Williamson, and showed the fallacy of the charges that had been made. bbox=[195, 111, 370, 188]
letter-place: Richmond, December 8, 1860. bbox=[747, 1512, 838, 1522]
divider bbox=[38, 711, 155, 712]
paragraph: Mr. Graham spoke next. He followed the general course of the preceding speakers, added a few new facts, read the letter (which appears in our paper of to-day) which he had written at Motueka upon when the charges first appeared, before he had seen or conversed with any of the gentlemen implicated with himself, and concluded by denying in the most positive terms the truth of Mr. King's statements. The pointed references to Mr. Morris and Mr. Heale, of course, called up those gentlemen. Mr. Morris admitted that he ordered the placards, made some attempts to explain and justify his share. He met with a very different reception, the meeting evidently disapproving of his conduct. bbox=[195, 319, 370, 421]
paragraph: Orders have been received from Auckland for disbanding the Wellington Militia. The whole of the Militia are to parade at Thorndon Barracks on Saturday, the 26th instant, for the purpose of giving up their arms, accoutrements, and ammunition. The usual government complimentary letter has been sent, thanking them for the important services they have rendered to the Colony, and the zealous manner in which they have performed their duties during the period of their embodiment. bbox=[380, 267, 554, 344]
signer-name: John Wagstaff bbox=[653, 613, 696, 623]
ad-place: Waimea, January 21, 1861. bbox=[380, 1017, 461, 1027]
signer-name: John Skinner bbox=[564, 571, 603, 581]
signer-name: Thomas Butler bbox=[564, 537, 609, 547]
paragraph: One of the first things which I should be anxious to reform in the House of Representatives is the constitution of the House itself. Nothing appears to me more self-evident than that the measures proposed by any executive should be submitted to the consideration and examination of those who are quite at liberty to adopt, alter, or reject them as they please, and therefore not to those who, holding office under, and receiving payment from the Government, can only be expected to act as the mere servants or assistants of the Government by which they are employed; and it happens even more unconstitutional and absurd for taxes to be raised and debts to be incurred by those who have to receive and not to pay them. A Colonial Secretary, a Solicitor, and perhaps a Treasurer are necessary evils in this way; their presence in the House is necessary to explain the measures and intentions of the Executive of which they form a principal part; and it is perhaps as well that they should be allowed to vote, as their own votes will generally be only about a fair set off against the votes of place-hunters who are anxiously endeavoring to supplant them, and who are therefore pretty sure to be dissatisfied with everything they propose, but nothing can be more undesirable than that the votes and wishes of the independent members of the House should be nullified by the votes and Land Commissioners and other paid servants of the Government; nor can I understand how any intelligent constituencies can be induced to commit such a suicidal act as to choose for their representatives men in such a position; men who are not at liberty to consult their interests, but who will naturally and almost necessarily support whatever Government happens to have their office and salary at their disposal. bbox=[747, 637, 923, 907]
ad-institute-subscriptions bbox=[380, 881, 554, 982]
ad-number: 1546 bbox=[564, 143, 579, 153]
ad-closing: I remain, Gentlemen, Your obedient servant, bbox=[422, 1400, 554, 1410]
page-number: 3 bbox=[1094, 5, 1100, 19]
paragraph: Three groans for Mr. Heale were then given, and the meeting separated. bbox=[195, 599, 370, 618]
paragraph: We are glad to be able to record that on Monday night one of the largest and most influential meetings which it has been our fortune to see assembled in Auckland, put its seal of condemnation on this sort of electioneering in general, and pronounced a verdict upon Mr. Tom King in especial, which will not be very flattering to that gentleman's vanity. After having heard the explanation of the conveners of the meeting, the gentlemen whom Mr. Morris accuses of treason, this very plain issue was put by the Chairman: "All those who are of opinion that the statements by Mr. King's letter and in the Southern Cross are untrue, will hold up their hands." A show of hands from every quarter of the Hall was the quick response. "Those who are of opinion," said the Chairman, "that the statements contained in these documents are true, will now hold up their hands." We observed two hands, not even clean, which showed themselves for an instant and disappeared. bbox=[8, 401, 185, 546]
signer-name: F. Sexton bbox=[564, 630, 592, 639]
signer-name: Charles Gardiner bbox=[564, 722, 615, 732]
ad-note: Parcels Delivered. bbox=[623, 198, 678, 208]
paragraph: Again we deprecate the criminal folly of stirring up destructive passions, between two races of men occupying the same soil and living under the same rule, in order that Mr. Heale may be returned for Parnell or Mr. Haddington for Newton: that "vigorous prosecution" should triumph in the East city or in the West over that "treason" which seeks an honorable peace. Day by day we do thus set our dragon's teeth which in time will inevitably confront us as armed men. In that hour of need it will be seen whether the men who scream and excite war dances on public platforms are braver, have more enduring pluck, than the men who desire honorably to live in quietude. bbox=[8, 552, 186, 654]
signer-name: James Gibbs bbox=[564, 461, 602, 471]
paragraph: Those who choose to judge of the probable behaviour of the disciples from the conduct of the Apostle of a vigorous prosecution will not fail to observe that Mr. Tom King prefers ferreting out plots in Auckland, or writing letters to the newspapers in Nelson, to fighting at Taranaki. bbox=[8, 660, 185, 703]
ad-requisition-saunders bbox=[564, 243, 737, 859]
ad-number: 111 bbox=[543, 1026, 554, 1036]
signer-name: Walter Mead bbox=[564, 697, 603, 707]
signer: "W. C. Daldy bbox=[98, 905, 138, 915]
signer-name: Thomas Cunnilliffe jun. bbox=[564, 705, 636, 715]
notice-body: THE COLONIST, published every Tuesday and Friday morning, is regularly forwarded to England, Sydney, Melbourne, Geelong, Adelaide, Queensland, Tasmania, and circulated throughout Australia generally. Thirteen divisions of having the "Summary for Europe and Australia" posted to their friends abroad, may send their addresses to this office, which will be promptly attended to. It is particularly requested that any irregularity in the delivery of this paper, may be notified to this Office, in order that steps may be taken to prevent a recurrence of the annoyance. The terms for advertisements are as under: Eight lines ... 4s 6d; Every line above eight 0s 3d. Every subsequent insertion will be charged one-half of the above prices. Every advertisement not exceeding fifteen words will be charged at the reduction rate of 1s. for each insertion. Quarterly Advertisers will be charged according to a scale to be ascertained on application at this office. bbox=[933, 1244, 1107, 1388]
paragraph: Mr. King was conscious of a plot at the "Royal" to bring about a peaceful solution of the Taranaki difficulty. The conspirators were the Superintendents of three of the Provinces of the Northern Island, and other representatives of the people in the General Assembly. Their vile purpose was to promote an Address from the General Assembly to the Governor, praying his Excellency himself to appoint a commission to ascertain and report whether or not any means can be devised, consistent with the dignity of the Crown, to bring an end to the unhappy war, at Taranaki. Our readers will not need to be reminded that on this subject of the justice of the war, opinion in the House was greatly divided, and that it was a painful trial for conscientious men to be called upon to increase the public burden of debt, in order to provide for the vigorous prosecution of a civil war, involving frightful loss of human life, so long as they were haunted by a suspicion of wrong in the cause. bbox=[8, 143, 185, 296]
signer-name: Edward Frost bbox=[564, 747, 605, 757]
paragraph: I shall not trouble you with any remarks about the New Provinces Act. Let its warmest supporters do not ever attempt to defend the manner in which it has been made to apply to this Province. bbox=[747, 1030, 923, 1065]
ad-place: Nelson, November 28. bbox=[933, 197, 1000, 207]
signer-name: Edmund Dartnall bbox=[564, 436, 616, 446]
signer-name: Benjamin Thompson bbox=[653, 604, 716, 614]
signer-name: David Hammond bbox=[564, 419, 616, 429]
paragraph: With regard to the measures that have recently been proposed for the future management of the natives, you will readily believe that I should not have felt disposed to subject myself or any of my fellow colonists to "three years' imprisonment, and a fine of five hundred pounds" at the option of a single Justice of the Peace; but I should have been quite disposed to support a very stringent measure to ensure the prevention of any arms being sold to the natives. The Native Offenders' Bill I should certainly not have supported. Anything that would have compelled the natives to make themselves independent of those European comforts and luxuries, which they have now so largely adopted, would have necessarily made them more dangerous and unmanageable enemies in this inaccessible and mountainous country. The supreme native council, which is to possess so practical power, is simply an addition to the frightful number of officials to be supported by this small community. The same amount of money spent in giving a complete English education to a few hundred native children, would have been infinitely more likely to accomplish some useful purpose. bbox=[747, 244, 923, 422]
ad-money-to-lend bbox=[564, 52, 737, 120]
article-heading: THE LATE GALE. bbox=[247, 678, 318, 688]
signer-name: James Jarry bbox=[653, 705, 689, 715]
signer-name: Robert Robinson bbox=[653, 823, 704, 833]
section-heading-wellington: WELLINGTON. bbox=[235, 654, 330, 669]
signer-name: Henry Butler bbox=[564, 646, 603, 656]
signer-name: John Curnow, jun. bbox=[564, 831, 619, 841]
signer-name: David Eyles bbox=[564, 445, 601, 455]
signer-name: Francis Gapper bbox=[564, 596, 610, 606]
signer-name: William Neal bbox=[653, 789, 694, 799]
signer-name: James Hyde bbox=[653, 688, 690, 698]
